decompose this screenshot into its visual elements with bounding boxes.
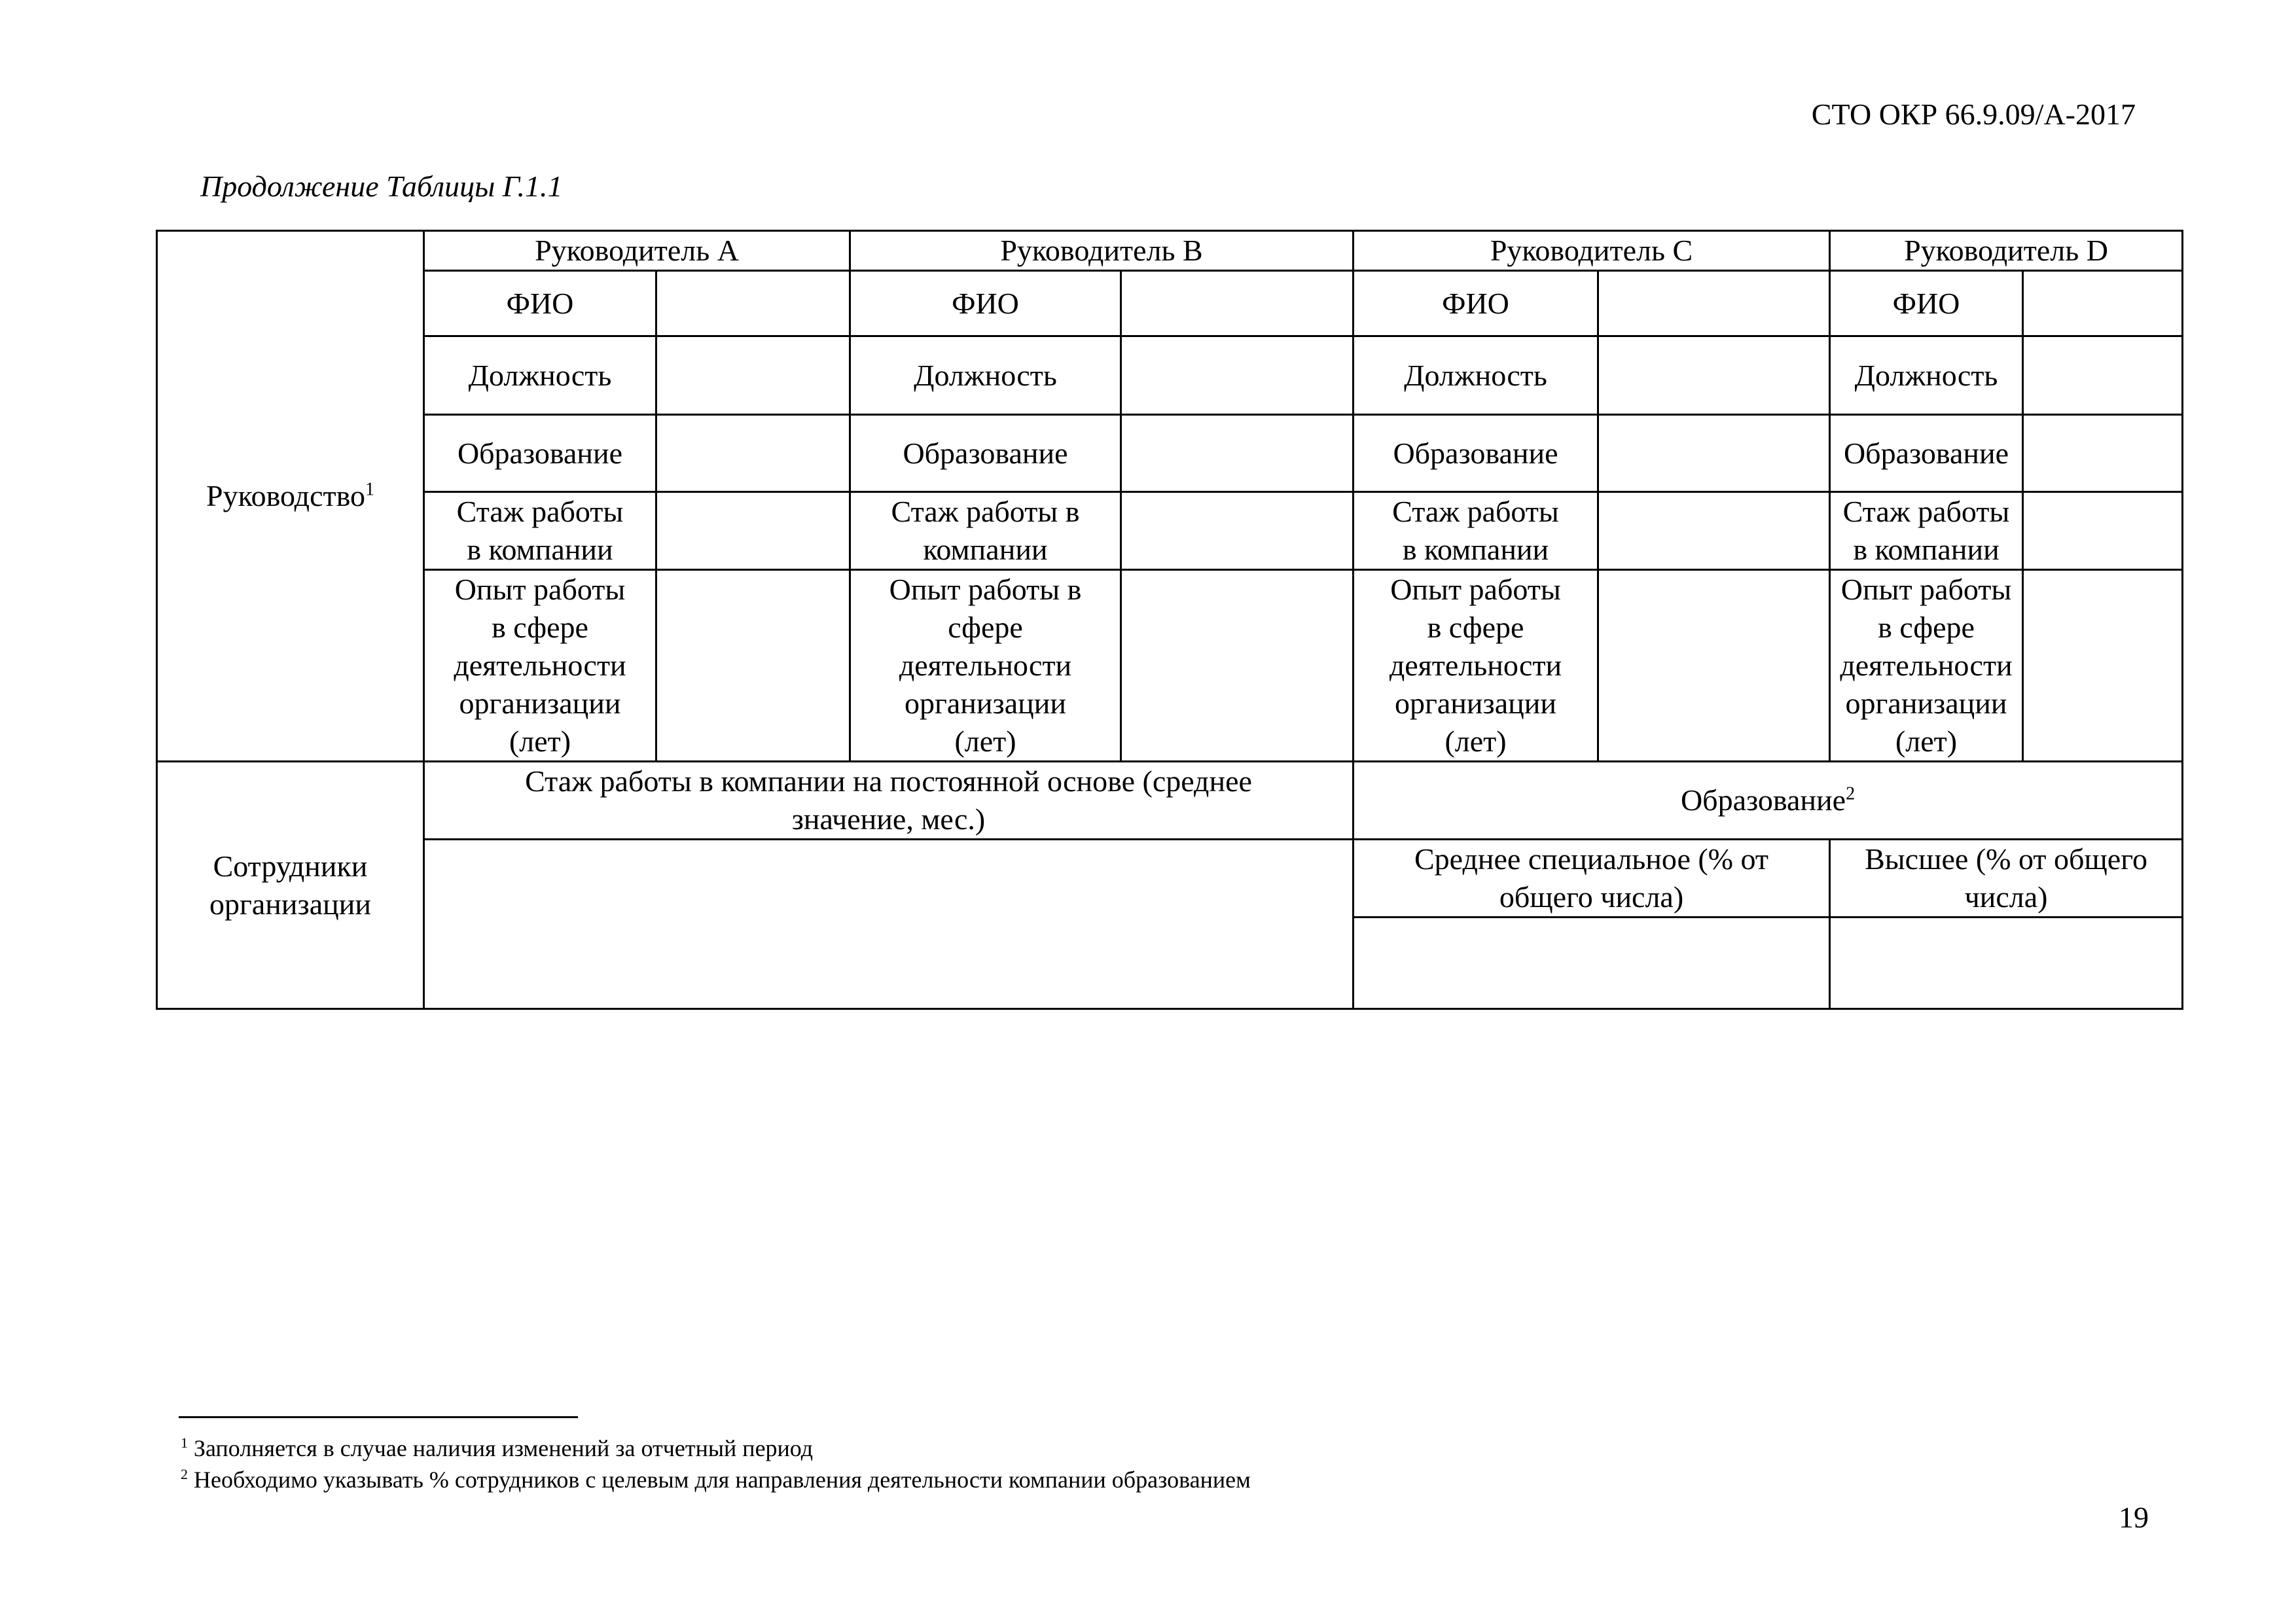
tenure-label-a-line: в компании <box>467 533 613 566</box>
staff-label-cell <box>157 762 424 1009</box>
manager-d-title: Руководитель D <box>1830 231 2183 271</box>
tenure-label-a <box>424 492 656 570</box>
experience-label-d-line: организации <box>1845 687 2007 720</box>
secondary-education-header-line: общего числа) <box>1499 880 1684 914</box>
experience-label-c-line: Опыт работы <box>1390 573 1561 606</box>
experience-label-c <box>1354 570 1598 762</box>
name-value-a <box>656 271 850 336</box>
name-value-b <box>1121 271 1354 336</box>
experience-value-d <box>2023 570 2183 762</box>
secondary-education-header-line: Среднее специальное (% от <box>1414 842 1769 876</box>
tenure-value-d <box>2023 492 2183 570</box>
staff-label-line: Сотрудники <box>213 849 368 883</box>
staff-header-row <box>157 762 2183 840</box>
secondary-education-header <box>1354 840 1830 918</box>
table-row <box>157 492 2183 570</box>
experience-value-a <box>656 570 850 762</box>
education-value-b <box>1121 415 1354 492</box>
experience-label-a-line: (лет) <box>509 724 571 758</box>
tenure-value-b <box>1121 492 1354 570</box>
tenure-label-c-line: Стаж работы <box>1392 495 1559 528</box>
experience-label-c-line: в сфере <box>1427 611 1524 644</box>
name-label-a: ФИО <box>424 271 656 336</box>
staff-tenure-value <box>424 840 1354 1009</box>
footnote-2-mark: 2 <box>181 1466 188 1482</box>
higher-education-header <box>1830 840 2183 918</box>
experience-label-a-line: организации <box>459 687 621 720</box>
tenure-label-d-line: в компании <box>1853 533 2000 566</box>
experience-label-b-line: (лет) <box>954 724 1016 758</box>
experience-label-b-line: Опыт работы в <box>889 573 1082 606</box>
education-value-d <box>2023 415 2183 492</box>
education-value-c <box>1598 415 1830 492</box>
staff-tenure-header <box>424 762 1354 840</box>
footnote-mark-2: 2 <box>1846 783 1856 804</box>
name-label-d: ФИО <box>1830 271 2023 336</box>
experience-label-d-line: (лет) <box>1895 724 1958 758</box>
staff-label-line: организации <box>209 887 371 921</box>
experience-value-b <box>1121 570 1354 762</box>
tenure-label-b-line: Стаж работы в <box>891 495 1080 528</box>
secondary-education-value <box>1354 918 1830 1009</box>
higher-education-header-line: Высшее (% от общего <box>1865 842 2147 876</box>
table-row <box>157 271 2183 336</box>
data-table <box>156 230 2183 1010</box>
staff-subheader-row <box>157 840 2183 918</box>
footnote-1 <box>181 1435 813 1462</box>
tenure-value-a <box>656 492 850 570</box>
name-value-c <box>1598 271 1830 336</box>
staff-tenure-header-line: значение, мес.) <box>791 802 986 836</box>
education-label-a: Образование <box>424 415 656 492</box>
experience-label-d-line: в сфере <box>1878 611 1975 644</box>
position-label-d: Должность <box>1830 336 2023 415</box>
footnote-mark-1: 1 <box>365 479 374 500</box>
tenure-label-a-line: Стаж работы <box>456 495 624 528</box>
position-label-a: Должность <box>424 336 656 415</box>
manager-b-title: Руководитель В <box>850 231 1354 271</box>
experience-label-d <box>1830 570 2023 762</box>
position-label-b: Должность <box>850 336 1121 415</box>
experience-label-b-line: организации <box>905 687 1066 720</box>
education-label-d: Образование <box>1830 415 2023 492</box>
position-label-c: Должность <box>1354 336 1598 415</box>
staff-education-label: Образование <box>1680 783 1846 817</box>
experience-label-d-line: деятельности <box>1840 649 2013 682</box>
experience-label-d-line: Опыт работы <box>1840 573 2012 606</box>
document-code: СТО ОКР 66.9.09/А-2017 <box>1811 98 2136 131</box>
higher-education-header-line: числа) <box>1964 880 2048 914</box>
table-row <box>157 415 2183 492</box>
footnote-separator <box>179 1416 578 1418</box>
experience-label-b <box>850 570 1121 762</box>
management-label-cell <box>157 231 424 762</box>
footnote-2-text: Необходимо указывать % сотрудников с целевым для направления деятельности компании образованием <box>194 1467 1251 1493</box>
name-label-b: ФИО <box>850 271 1121 336</box>
position-value-b <box>1121 336 1354 415</box>
page-number: 19 <box>2119 1501 2149 1534</box>
name-label-c: ФИО <box>1354 271 1598 336</box>
experience-label-b-line: деятельности <box>899 649 1072 682</box>
tenure-label-c-line: в компании <box>1402 533 1549 566</box>
tenure-label-b <box>850 492 1121 570</box>
experience-label-a-line: в сфере <box>492 611 588 644</box>
education-value-a <box>656 415 850 492</box>
manager-header-row <box>157 231 2183 271</box>
table-row <box>157 570 2183 762</box>
footnote-2 <box>181 1466 1251 1493</box>
table-caption: Продолжение Таблицы Г.1.1 <box>200 169 563 203</box>
experience-label-a-line: Опыт работы <box>454 573 626 606</box>
experience-label-c-line: организации <box>1395 687 1556 720</box>
education-label-b: Образование <box>850 415 1121 492</box>
footnote-1-text: Заполняется в случае наличия изменений за отчетный период <box>194 1435 814 1461</box>
tenure-value-c <box>1598 492 1830 570</box>
staff-tenure-header-line: Стаж работы в компании на постоянной основе (среднее <box>525 764 1252 798</box>
table-row <box>157 336 2183 415</box>
higher-education-value <box>1830 918 2183 1009</box>
experience-value-c <box>1598 570 1830 762</box>
experience-label-c-line: деятельности <box>1389 649 1562 682</box>
experience-label-b-line: сфере <box>948 611 1023 644</box>
manager-a-title: Руководитель А <box>424 231 850 271</box>
education-label-c: Образование <box>1354 415 1598 492</box>
name-value-d <box>2023 271 2183 336</box>
manager-c-title: Руководитель С <box>1354 231 1830 271</box>
tenure-label-b-line: компании <box>923 533 1048 566</box>
footnote-1-mark: 1 <box>181 1435 188 1451</box>
experience-label-a-line: деятельности <box>454 649 626 682</box>
tenure-label-d <box>1830 492 2023 570</box>
tenure-label-c <box>1354 492 1598 570</box>
position-value-d <box>2023 336 2183 415</box>
experience-label-c-line: (лет) <box>1444 724 1507 758</box>
tenure-label-d-line: Стаж работы <box>1842 495 2010 528</box>
management-label: Руководство <box>206 479 365 512</box>
position-value-c <box>1598 336 1830 415</box>
experience-label-a <box>424 570 656 762</box>
position-value-a <box>656 336 850 415</box>
staff-education-header <box>1354 762 2183 840</box>
